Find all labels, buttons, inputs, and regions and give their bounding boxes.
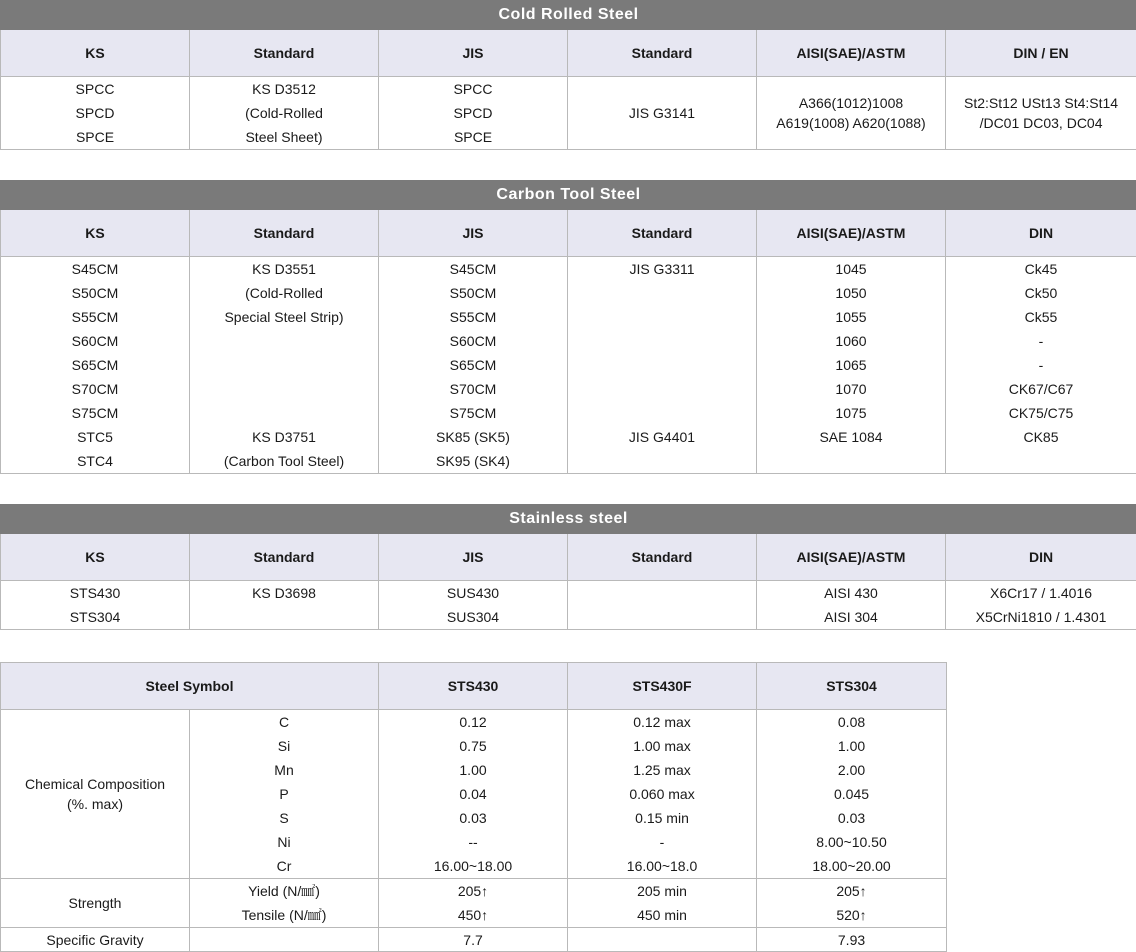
header-sts304: STS304: [757, 663, 947, 710]
aisi-value: [757, 449, 945, 473]
chem-label-line: (%. max): [1, 794, 189, 814]
jis-cell: [379, 581, 568, 630]
aisi-cell: [757, 257, 946, 474]
ks-standard-line: KS D3551: [190, 257, 378, 281]
din-value: -: [946, 329, 1136, 353]
header-ks-standard: Standard: [190, 534, 379, 581]
ks-grade: STC4: [1, 449, 189, 473]
carbon-tool-title: Carbon Tool Steel: [1, 181, 1136, 210]
header-sts430: STS430: [379, 663, 568, 710]
element-symbol: Ni: [190, 830, 378, 854]
sts430-strength: 205↑: [379, 879, 567, 903]
ks-standard-line: [190, 353, 378, 377]
jis-grade: SUS304: [379, 605, 567, 629]
header-aisi: AISI(SAE)/ASTM: [757, 534, 946, 581]
sts430-chem-cell: [379, 710, 568, 879]
din-line: St2:St12 USt13 St4:St14: [946, 93, 1136, 113]
sts430f-chem-cell: [568, 710, 757, 879]
ks-standard-cell: [190, 581, 379, 630]
aisi-cell: [757, 77, 946, 150]
din-value: CK75/C75: [946, 401, 1136, 425]
sts430f-value: 0.15 min: [568, 806, 756, 830]
ks-grade: STC5: [1, 425, 189, 449]
chem-label-line: Chemical Composition: [1, 774, 189, 794]
sts304-value: 0.03: [757, 806, 946, 830]
ks-standard-cell: [190, 77, 379, 150]
ks-grade: S60CM: [1, 329, 189, 353]
din-cell: [946, 77, 1136, 150]
strength-item: Tensile (N/㎟): [190, 903, 378, 927]
header-jis: JIS: [379, 534, 568, 581]
din-value: X6Cr17 / 1.4016: [946, 581, 1136, 605]
sts304-value: 18.00~20.00: [757, 854, 946, 878]
jis-grade: S75CM: [379, 401, 567, 425]
sts430-value: --: [379, 830, 567, 854]
jis-standard-line: [568, 581, 756, 605]
ks-standard-line: (Carbon Tool Steel): [190, 449, 378, 473]
element-symbol: P: [190, 782, 378, 806]
element-symbol: S: [190, 806, 378, 830]
jis-cell: [379, 257, 568, 474]
aisi-line: A366(1012)1008: [757, 93, 945, 113]
din-value: CK67/C67: [946, 377, 1136, 401]
sts430-value: 0.75: [379, 734, 567, 758]
aisi-cell: [757, 581, 946, 630]
sts430-value: 0.03: [379, 806, 567, 830]
jis-standard-line: [568, 353, 756, 377]
sts304-value: 8.00~10.50: [757, 830, 946, 854]
header-jis-standard: Standard: [568, 210, 757, 257]
din-value: Ck50: [946, 281, 1136, 305]
sts304-strength: 520↑: [757, 903, 946, 927]
sts304-value: 2.00: [757, 758, 946, 782]
header-din: DIN: [946, 210, 1136, 257]
aisi-value: 1065: [757, 353, 945, 377]
chemical-composition-label: [1, 710, 190, 879]
jis-standard-line: [568, 305, 756, 329]
aisi-value: 1045: [757, 257, 945, 281]
specific-gravity-blank: [190, 928, 379, 952]
sts430f-value: 1.25 max: [568, 758, 756, 782]
jis-standard-line: [568, 329, 756, 353]
sts430f-value: -: [568, 830, 756, 854]
aisi-value: SAE 1084: [757, 425, 945, 449]
jis-standard-line: [568, 281, 756, 305]
ks-standard-line: [190, 377, 378, 401]
sts430f-value: 0.12 max: [568, 710, 756, 734]
sts430-value: 0.04: [379, 782, 567, 806]
header-jis-standard: Standard: [568, 534, 757, 581]
sts304-chem-cell: [757, 710, 947, 879]
header-jis-standard: Standard: [568, 30, 757, 77]
jis-grade: S45CM: [379, 257, 567, 281]
sts430f-value: 16.00~18.0: [568, 854, 756, 878]
din-value: Ck45: [946, 257, 1136, 281]
carbon-tool-steel-table: [0, 180, 1136, 474]
din-value: -: [946, 353, 1136, 377]
jis-grade: S50CM: [379, 281, 567, 305]
ks-grade: S65CM: [1, 353, 189, 377]
ks-standard-line: KS D3512: [190, 77, 378, 101]
ks-standard-line: [190, 605, 378, 629]
jis-grade: S55CM: [379, 305, 567, 329]
ks-grade: S75CM: [1, 401, 189, 425]
ks-standard-line: [190, 401, 378, 425]
din-value: [946, 449, 1136, 473]
jis-grade: SPCC: [379, 77, 567, 101]
aisi-value: AISI 304: [757, 605, 945, 629]
header-ks-standard: Standard: [190, 30, 379, 77]
header-jis: JIS: [379, 210, 568, 257]
ks-grade: SPCE: [1, 125, 189, 149]
sts430f-value: 1.00 max: [568, 734, 756, 758]
ks-grade: STS430: [1, 581, 189, 605]
ks-grade: S50CM: [1, 281, 189, 305]
din-value: X5CrNi1810 / 1.4301: [946, 605, 1136, 629]
sts430-gravity: 7.7: [379, 928, 568, 952]
element-cell: [190, 710, 379, 879]
jis-grade: S60CM: [379, 329, 567, 353]
ks-grade: S55CM: [1, 305, 189, 329]
ks-grade: S45CM: [1, 257, 189, 281]
jis-grade: S65CM: [379, 353, 567, 377]
din-value: Ck55: [946, 305, 1136, 329]
strength-items-cell: [190, 879, 379, 928]
jis-grade: S70CM: [379, 377, 567, 401]
jis-standard-cell: [568, 581, 757, 630]
aisi-value: AISI 430: [757, 581, 945, 605]
header-din: DIN: [946, 534, 1136, 581]
jis-standard-line: JIS G3311: [568, 257, 756, 281]
jis-cell: [379, 77, 568, 150]
header-jis: JIS: [379, 30, 568, 77]
aisi-value: 1055: [757, 305, 945, 329]
ks-grade: S70CM: [1, 377, 189, 401]
ks-standard-line: [190, 329, 378, 353]
header-din: DIN / EN: [946, 30, 1136, 77]
strength-item: Yield (N/㎟): [190, 879, 378, 903]
header-ks-standard: Standard: [190, 210, 379, 257]
header-ks: KS: [1, 534, 190, 581]
sts430f-strength-cell: [568, 879, 757, 928]
jis-standard-line: [568, 377, 756, 401]
header-sts430f: STS430F: [568, 663, 757, 710]
ks-cell: [1, 257, 190, 474]
jis-standard-line: JIS G4401: [568, 425, 756, 449]
sts304-value: 1.00: [757, 734, 946, 758]
ks-standard-cell: [190, 257, 379, 474]
ks-standard-line: (Cold-Rolled: [190, 281, 378, 305]
sts304-strength: 205↑: [757, 879, 946, 903]
ks-grade: STS304: [1, 605, 189, 629]
sts430f-strength: 205 min: [568, 879, 756, 903]
element-symbol: Si: [190, 734, 378, 758]
jis-standard-line: [568, 449, 756, 473]
jis-grade: SK85 (SK5): [379, 425, 567, 449]
sts304-value: 0.08: [757, 710, 946, 734]
ks-standard-line: KS D3751: [190, 425, 378, 449]
sts430-strength-cell: [379, 879, 568, 928]
ks-standard-line: (Cold-Rolled: [190, 101, 378, 125]
jis-grade: SK95 (SK4): [379, 449, 567, 473]
strength-label: Strength: [1, 879, 190, 928]
ks-grade: SPCC: [1, 77, 189, 101]
stainless-steel-table: [0, 504, 1136, 630]
ks-cell: [1, 77, 190, 150]
aisi-value: 1050: [757, 281, 945, 305]
header-ks: KS: [1, 30, 190, 77]
cold-rolled-steel-table: [0, 0, 1136, 150]
sts430-value: 16.00~18.00: [379, 854, 567, 878]
jis-standard-cell: JIS G3141: [568, 77, 757, 150]
sts430f-value: 0.060 max: [568, 782, 756, 806]
element-symbol: Mn: [190, 758, 378, 782]
sts304-strength-cell: [757, 879, 947, 928]
sts430-strength: 450↑: [379, 903, 567, 927]
din-line: /DC01 DC03, DC04: [946, 113, 1136, 133]
header-aisi: AISI(SAE)/ASTM: [757, 30, 946, 77]
stainless-properties-table: [0, 662, 947, 952]
aisi-value: 1060: [757, 329, 945, 353]
jis-standard-cell: [568, 257, 757, 474]
element-symbol: Cr: [190, 854, 378, 878]
jis-grade: SPCD: [379, 101, 567, 125]
jis-grade: SPCE: [379, 125, 567, 149]
header-ks: KS: [1, 210, 190, 257]
sts430f-gravity: [568, 928, 757, 952]
header-aisi: AISI(SAE)/ASTM: [757, 210, 946, 257]
ks-cell: [1, 581, 190, 630]
jis-standard-line: [568, 605, 756, 629]
sts430-value: 1.00: [379, 758, 567, 782]
din-cell: [946, 257, 1136, 474]
stainless-title: Stainless steel: [1, 505, 1136, 534]
cold-rolled-title: Cold Rolled Steel: [1, 1, 1136, 30]
sts430-value: 0.12: [379, 710, 567, 734]
ks-standard-line: Steel Sheet): [190, 125, 378, 149]
aisi-value: 1070: [757, 377, 945, 401]
jis-standard-line: [568, 401, 756, 425]
aisi-line: A619(1008) A620(1088): [757, 113, 945, 133]
aisi-value: 1075: [757, 401, 945, 425]
din-value: CK85: [946, 425, 1136, 449]
ks-standard-line: KS D3698: [190, 581, 378, 605]
sts430f-strength: 450 min: [568, 903, 756, 927]
header-steel-symbol: Steel Symbol: [1, 663, 379, 710]
ks-standard-line: Special Steel Strip): [190, 305, 378, 329]
sts304-gravity: 7.93: [757, 928, 947, 952]
specific-gravity-label: Specific Gravity: [1, 928, 190, 952]
din-cell: [946, 581, 1136, 630]
sts304-value: 0.045: [757, 782, 946, 806]
element-symbol: C: [190, 710, 378, 734]
ks-grade: SPCD: [1, 101, 189, 125]
jis-grade: SUS430: [379, 581, 567, 605]
